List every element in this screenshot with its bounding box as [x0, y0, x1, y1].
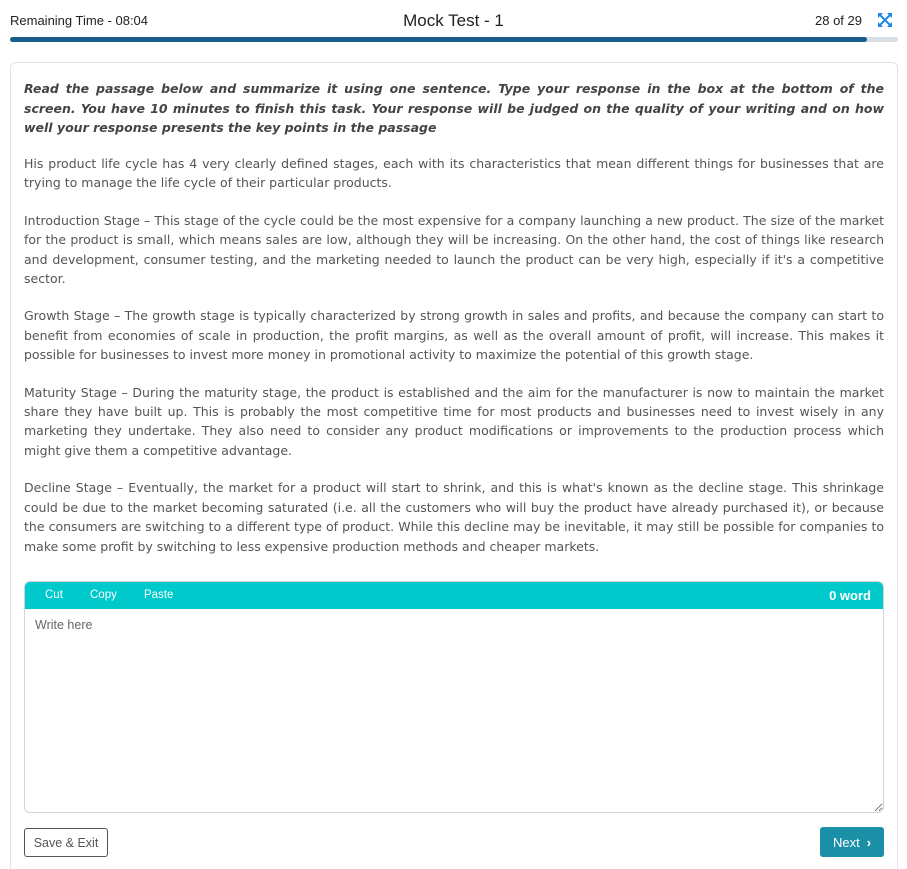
progress-bar — [10, 37, 898, 42]
save-exit-button[interactable]: Save & Exit — [24, 828, 108, 857]
question-counter: 28 of 29 — [815, 13, 862, 28]
passage-paragraph: Maturity Stage – During the maturity stage, the product is established and the aim for the manufacturer is now to maintain the market share they have built up. This is probably the most competitive time for most products and businesses need to invest wisely in any marketing they undertake. They also need to consider any product modifications or improvements to the production process which might give them a competitive advantage. — [24, 384, 884, 458]
reading-passage — [24, 154, 884, 574]
passage-paragraph: Decline Stage – Eventually, the market for a product will start to shrink, and this is what's known as the decline stage. This shrinkage could be due to the market becoming saturated (i.e. all the customers who will buy the product have already purchased it), or because the consumers are switching to a different type of product. While this decline may be inevitable, it may still be possible for companies to make some profit by switching to less expensive production methods and cheaper markets. — [24, 480, 884, 554]
editor-toolbar — [25, 582, 883, 609]
top-bar — [0, 0, 907, 44]
passage-paragraph: Introduction Stage – This stage of the cycle could be the most expensive for a company launching a new product. The size of the market for the product is small, which means sales are low, although they will be increasing. On the other hand, the cost of things like research and development, consumer testing, and the marketing needed to launch the product can be very high, especially if it's a competitive sector. — [24, 212, 884, 287]
remaining-time: Remaining Time - 08:04 — [10, 13, 149, 28]
progress-fill — [10, 37, 867, 42]
paste-button[interactable]: Paste — [144, 589, 174, 601]
next-button[interactable] — [820, 827, 884, 857]
passage-paragraph: Growth Stage – The growth stage is typically characterized by strong growth in sales and profits, and because the company can start to benefit from economies of scale in production, the profit margins, as well as the overall amount of profit, will increase. This makes it possible for businesses to invest more money in promotional activity to maximize the potential of this growth stage. — [24, 308, 884, 363]
fullscreen-icon[interactable] — [878, 13, 892, 27]
copy-button[interactable]: Copy — [90, 589, 117, 601]
response-textarea[interactable] — [25, 609, 883, 812]
word-count: 0 word — [829, 588, 871, 603]
response-editor — [24, 581, 884, 813]
cut-button[interactable]: Cut — [45, 589, 63, 601]
chevron-right-icon: › — [866, 834, 872, 850]
next-label: Next — [832, 834, 860, 850]
task-instructions: Read the passage below and summarize it using one sentence. Type your response in the box at the bottom of the screen. You have 10 minutes to finish this task. Your response will be judged on the quality of your writing and on how well your response presents the key points in the passage — [24, 81, 884, 135]
page-title: Mock Test - 1 — [403, 11, 504, 30]
passage-paragraph: His product life cycle has 4 very clearly defined stages, each with its characteristics that mean different things for businesses that are trying to manage the life cycle of their particular products. — [24, 156, 884, 191]
